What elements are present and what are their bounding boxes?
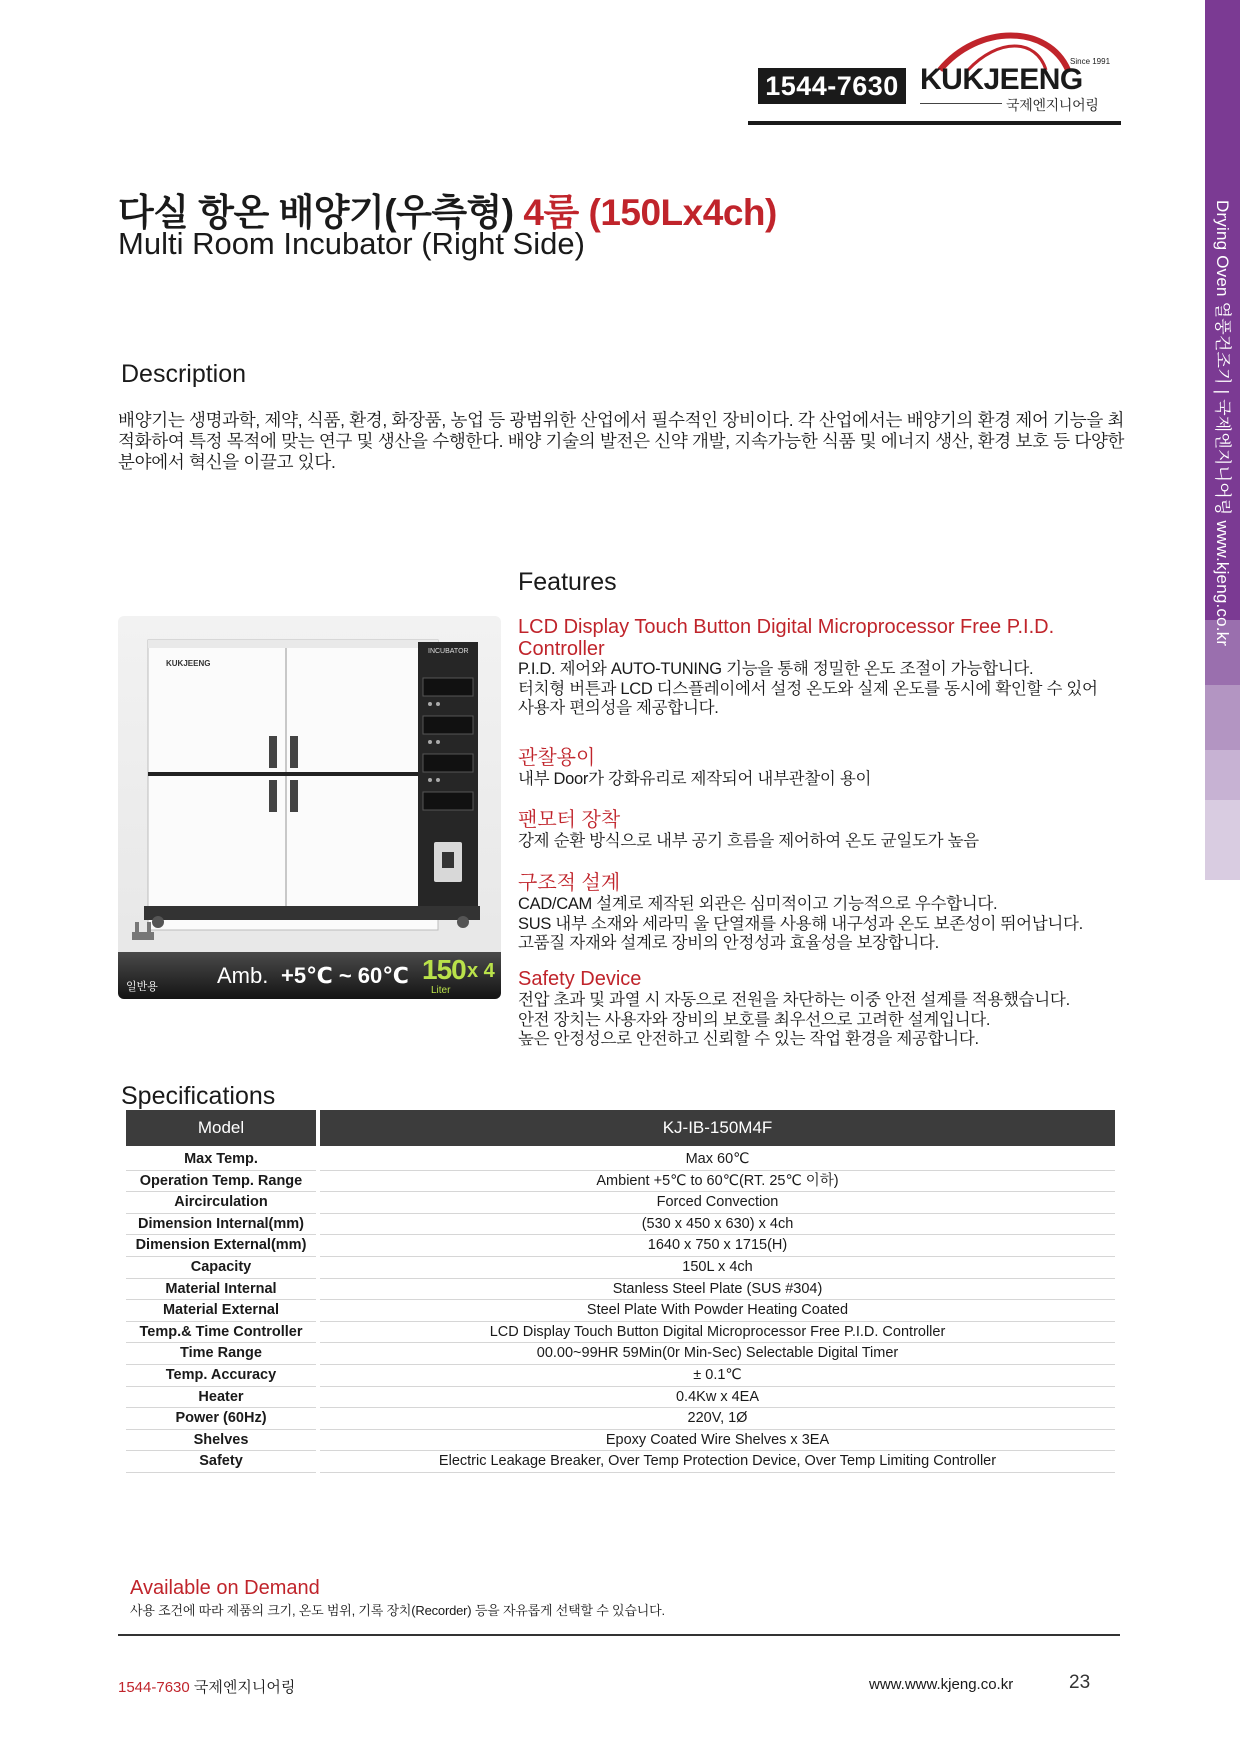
table-row [126,1387,1115,1409]
feature-line: 안전 장치는 사용자와 장비의 보호를 최우선으로 고려한 설계입니다. [518,1010,991,1029]
feature-line: 터치형 버튼과 LCD 디스플레이에서 설정 온도와 실제 온도를 동시에 확인할 수 있어 [518,679,1098,698]
plug-label: 일반용 [126,981,158,993]
page-number: 23 [1069,1672,1091,1693]
amb-prefix: Amb. [217,963,269,988]
spec-key: Material Internal [126,1279,316,1301]
logo-wordmark: KUKJEENG [920,63,1083,96]
spec-value: 150L x 4ch [320,1257,1115,1279]
panel-label: INCUBATOR [428,648,469,655]
model-value: KJ-IB-150M4F [320,1110,1115,1146]
feature-line: CAD/CAM 설계로 제작된 외관은 심미적이고 기능적으로 우수합니다. [518,895,998,913]
table-row [126,1171,1115,1193]
feature-line: P.I.D. 제어와 AUTO-TUNING 기능을 통해 정밀한 온도 조절이 가능합니다. [518,660,1034,678]
capacity-unit: Liter [431,985,451,996]
page-subtitle: Multi Room Incubator (Right Side) [118,226,585,261]
spec-key: Max Temp. [126,1149,316,1171]
ambient-range-bar [118,952,501,999]
cabinet-badge: KUKJEENG [166,659,211,668]
spec-value: 220V, 1Ø [320,1408,1115,1430]
company-logo [918,30,1118,114]
feature-item [518,803,1118,852]
capacity-number: 150 [422,954,466,985]
spec-key: Temp. Accuracy [126,1365,316,1387]
feature-item [518,616,1118,719]
feature-line: 내부 Door가 강화유리로 제작되어 내부관찰이 용이 [518,770,872,788]
table-row [126,1408,1115,1430]
spec-value: Stanless Steel Plate (SUS #304) [320,1279,1115,1301]
table-row [126,1430,1115,1452]
specifications-heading: Specifications [121,1082,276,1110]
page-title-main: 다실 항온 배양기(우측형) [118,192,524,233]
table-row [126,1279,1115,1301]
spec-key: Power (60Hz) [126,1408,316,1430]
spec-value: LCD Display Touch Button Digital Microprocessor Free P.I.D. Controller [320,1322,1115,1344]
description-text: 배양기는 생명과학, 제약, 식품, 환경, 화장품, 농업 등 광범위한 산업에서 필수적인 장비이다. 각 산업에서는 배양기의 환경 제어 기능을 최적화하여 특정 목적에 맞는 연구 및 생산을 수행한다. 배양 기술의 발전은 신약 개발, 지속가능한 식품 및 에너지 생산, 환경 보호 등 다양한 분야에서 혁신을 이끌고 있다. [118,410,1125,472]
feature-title: 관찰용이 [518,747,596,769]
table-row [126,1343,1115,1365]
available-heading: Available on Demand [130,1577,320,1599]
specifications-table [126,1110,1115,1473]
spec-value: (530 x 450 x 630) x 4ch [320,1214,1115,1236]
feature-item [518,968,1118,1050]
footer-rule [118,1634,1120,1636]
spec-value: ± 0.1℃ [320,1365,1115,1387]
footer-contact [118,1676,295,1697]
header-phone-number: 1544-7630 [758,68,906,104]
footer-company: 국제엔지니어링 [189,1679,296,1696]
description-heading: Description [121,360,247,388]
table-row [126,1365,1115,1387]
spec-key: Aircirculation [126,1192,316,1214]
logo-divider [920,103,1002,104]
footer-phone: 1544-7630 [118,1679,190,1696]
amb-range: +5℃ ~ 60℃ [281,963,409,988]
spec-value: Max 60℃ [320,1149,1115,1171]
spec-key: Time Range [126,1343,316,1365]
model-label: Model [126,1110,316,1146]
side-tab-text: Drying Oven 열풍건조기 | 국제엔지니어링 www.kjeng.co.kr [1213,200,1232,647]
table-row [126,1257,1115,1279]
table-row [126,1322,1115,1344]
feature-item [518,866,1118,954]
spec-value: 0.4Kw x 4EA [320,1387,1115,1409]
table-row [126,1214,1115,1236]
header-rule [748,121,1121,125]
spec-value: 00.00~99HR 59Min(0r Min-Sec) Selectable Digital Timer [320,1343,1115,1365]
incubator-illustration [118,616,501,999]
logo-since: Since 1991 [1070,57,1111,66]
table-header-row [126,1110,1115,1146]
spec-key: Dimension Internal(mm) [126,1214,316,1236]
spec-value: Ambient +5℃ to 60℃(RT. 25℃ 이하) [320,1171,1115,1193]
logo-korean-name: 국제엔지니어링 [1006,97,1099,113]
feature-item [518,741,1118,790]
feature-title: 팬모터 장착 [518,809,621,831]
spec-key: Heater [126,1387,316,1409]
footer-website-link[interactable]: www.www.kjeng.co.kr [869,1676,1014,1693]
table-row [126,1235,1115,1257]
spec-key: Material External [126,1300,316,1322]
feature-line: 높은 안정성으로 안전하고 신뢰할 수 있는 작업 환경을 제공합니다. [518,1030,979,1048]
table-row [126,1149,1115,1171]
spec-key: Safety [126,1451,316,1473]
feature-line: 고품질 자재와 설계로 장비의 안정성과 효율성을 보장합니다. [518,934,939,952]
table-row [126,1451,1115,1473]
spec-value: 1640 x 750 x 1715(H) [320,1235,1115,1257]
available-text: 사용 조건에 따라 제품의 크기, 온도 범위, 기록 장치(Recorder) 등을 자유롭게 선택할 수 있습니다. [130,1603,665,1618]
spec-value: Forced Convection [320,1192,1115,1214]
product-image [118,616,501,999]
feature-title: LCD Display Touch Button Digital Microprocessor Free P.I.D. Controller [518,616,1055,660]
table-row [126,1192,1115,1214]
spec-key: Shelves [126,1430,316,1452]
spec-key: Dimension External(mm) [126,1235,316,1257]
spec-value: Steel Plate With Powder Heating Coated [320,1300,1115,1322]
spec-value: Electric Leakage Breaker, Over Temp Protection Device, Over Temp Limiting Controller [320,1451,1115,1473]
capacity-multiplier: x 4 [467,960,495,982]
spec-key: Temp.& Time Controller [126,1322,316,1344]
feature-title: Safety Device [518,968,642,990]
feature-line: 사용자 편의성을 제공합니다. [518,699,719,717]
feature-line: 전압 초과 및 과열 시 자동으로 전원을 차단하는 이중 안전 설계를 적용했습니다. [518,991,1070,1009]
spec-key: Capacity [126,1257,316,1279]
feature-line: 강제 순환 방식으로 내부 공기 흐름을 제어하여 온도 균일도가 높음 [518,832,979,850]
spec-key: Operation Temp. Range [126,1171,316,1193]
features-heading: Features [518,568,617,596]
table-row [126,1300,1115,1322]
spec-value: Epoxy Coated Wire Shelves x 3EA [320,1430,1115,1452]
feature-title: 구조적 설계 [518,872,621,894]
feature-line: SUS 내부 소재와 세라믹 울 단열재를 사용해 내구성과 온도 보존성이 뛰어납니다. [518,914,1083,933]
page-title-highlight: 4룸 (150Lx4ch) [523,192,777,233]
